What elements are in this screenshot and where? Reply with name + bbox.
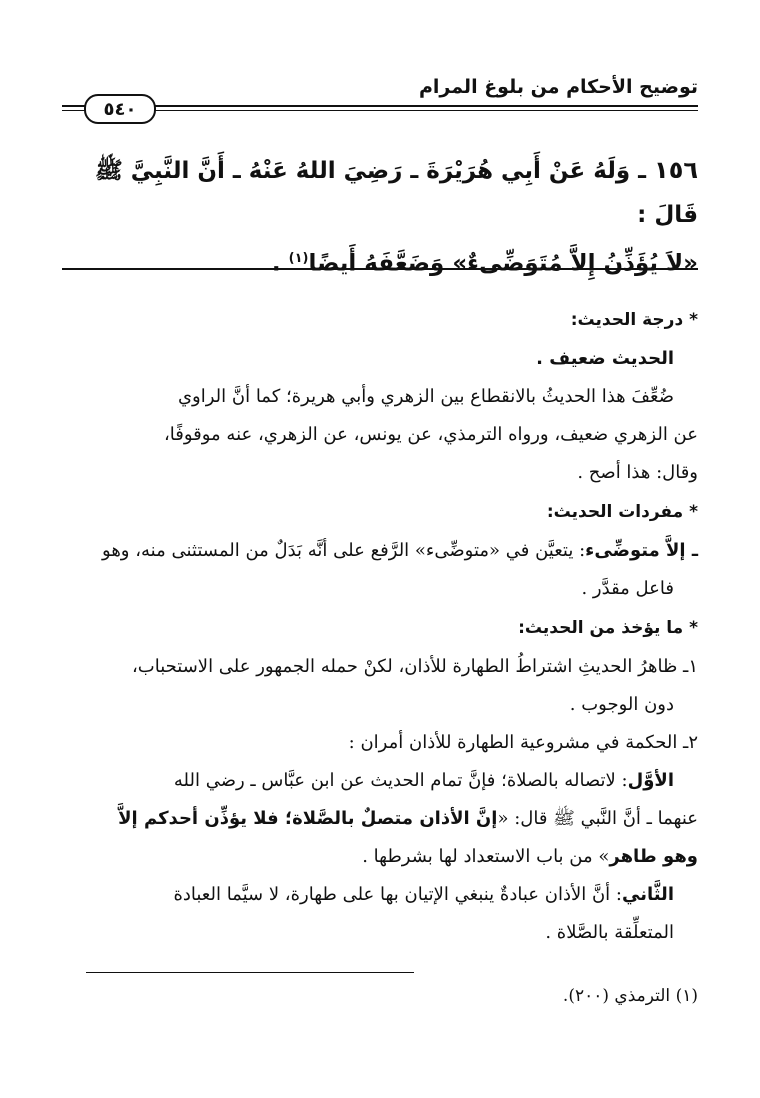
- header-rule: [62, 105, 698, 107]
- footnote-reference[interactable]: (١): [288, 251, 309, 266]
- hadith-line-2: [62, 237, 698, 286]
- lesson-second-line-1: [62, 876, 698, 914]
- lesson-first-quote-end: وهو طاهر: [609, 846, 698, 867]
- lesson-first-text-2: عنهما ـ أنَّ النَّبي ﷺ قال: «: [497, 808, 698, 829]
- lesson-first-label: الأوَّل: [627, 770, 674, 791]
- footnote-marker: (١): [675, 986, 698, 1006]
- lesson-second-label: الثَّاني: [621, 884, 674, 905]
- footnote-text: الترمذي (٢٠٠).: [562, 986, 671, 1006]
- lesson-second-text: : أنَّ الأذان عبادةٌ ينبغي الإتيان بها على طهارة، لا سيَّما العبادة: [173, 884, 622, 905]
- lesson-first-text: : لاتصاله بالصلاة؛ فإنَّ تمام الحديث عن ابن عبَّاس ـ رضي الله: [173, 770, 628, 791]
- degree-para-line-2: عن الزهري ضعيف، ورواه الترمذي، عن يونس، عن الزهري، عنه موقوفًا،: [163, 424, 698, 445]
- hadith-line-2-text: «لاَ يُؤَذِّنُ إِلاَّ مُتَوَضِّىءٌ» وَضَعَّفَهُ أَيضًا: [308, 250, 698, 277]
- lesson-second-line-2: المتعلِّقة بالصَّلاة .: [545, 922, 674, 943]
- vocab-line-2: فاعل مقدَّر .: [581, 578, 674, 599]
- section-heading-degree: * درجة الحديث:: [570, 310, 698, 330]
- vocab-term: ـ إلاَّ متوضِّىء: [585, 540, 698, 561]
- degree-para-line-1: ضُعِّفَ هذا الحديثُ بالانقطاع بين الزهري وأبي هريرة؛ كما أنَّ الراوي: [177, 386, 674, 407]
- vocab-definition: : يتعيَّن في «متوضِّىء» الرَّفع على أنَّه بَدَلٌ من المستثنى منه، وهو: [102, 540, 586, 561]
- lesson-1-line-1: ١ـ ظاهرُ الحديثِ اشتراطُ الطهارة للأذان، لكنْ حمله الجمهور على الاستحباب،: [132, 656, 698, 677]
- lesson-first-text-3: » من باب الاستعداد لها بشرطها .: [362, 846, 610, 867]
- lesson-first-quote: إنَّ الأذان متصلٌ بالصَّلاة؛ فلا يؤذِّن أحدكم إلاَّ: [118, 808, 498, 829]
- hadith-line-1-text: ـ وَلَهُ عَنْ أَبِي هُرَيْرَةَ ـ رَضِيَ اللهُ عَنْهُ ـ أَنَّ النَّبِيَّ ﷺ قَالَ :: [94, 158, 698, 228]
- hadith-text: [62, 148, 698, 286]
- section-heading-lessons: * ما يؤخذ من الحديث:: [518, 618, 698, 638]
- header-rule-thin: [62, 110, 698, 111]
- degree-para-line-3: وقال: هذا أصح .: [577, 462, 698, 483]
- footnote: [563, 986, 698, 1006]
- lesson-1-line-2: دون الوجوب .: [569, 694, 674, 715]
- hadith-number: ١٥٦: [654, 156, 698, 184]
- lesson-first-line-2: [62, 800, 698, 838]
- hadith-line-1: [62, 148, 698, 237]
- lesson-2: ٢ـ الحكمة في مشروعية الطهارة للأذان أمران :: [348, 732, 698, 753]
- section-heading-vocabulary: * مفردات الحديث:: [546, 502, 698, 522]
- footnote-separator: [86, 972, 414, 973]
- running-header-title: توضيح الأحكام من بلوغ المرام: [418, 76, 698, 98]
- hadith-separator: [62, 268, 698, 270]
- page-number-badge: ٥٤٠: [84, 94, 156, 124]
- lesson-first-line-1: [62, 762, 698, 800]
- lesson-first-line-3: [62, 838, 698, 876]
- vocab-line-1: [62, 532, 698, 570]
- degree-verdict: الحديث ضعيف .: [536, 348, 674, 369]
- commentary: [62, 300, 698, 952]
- hadith-end: .: [271, 250, 289, 277]
